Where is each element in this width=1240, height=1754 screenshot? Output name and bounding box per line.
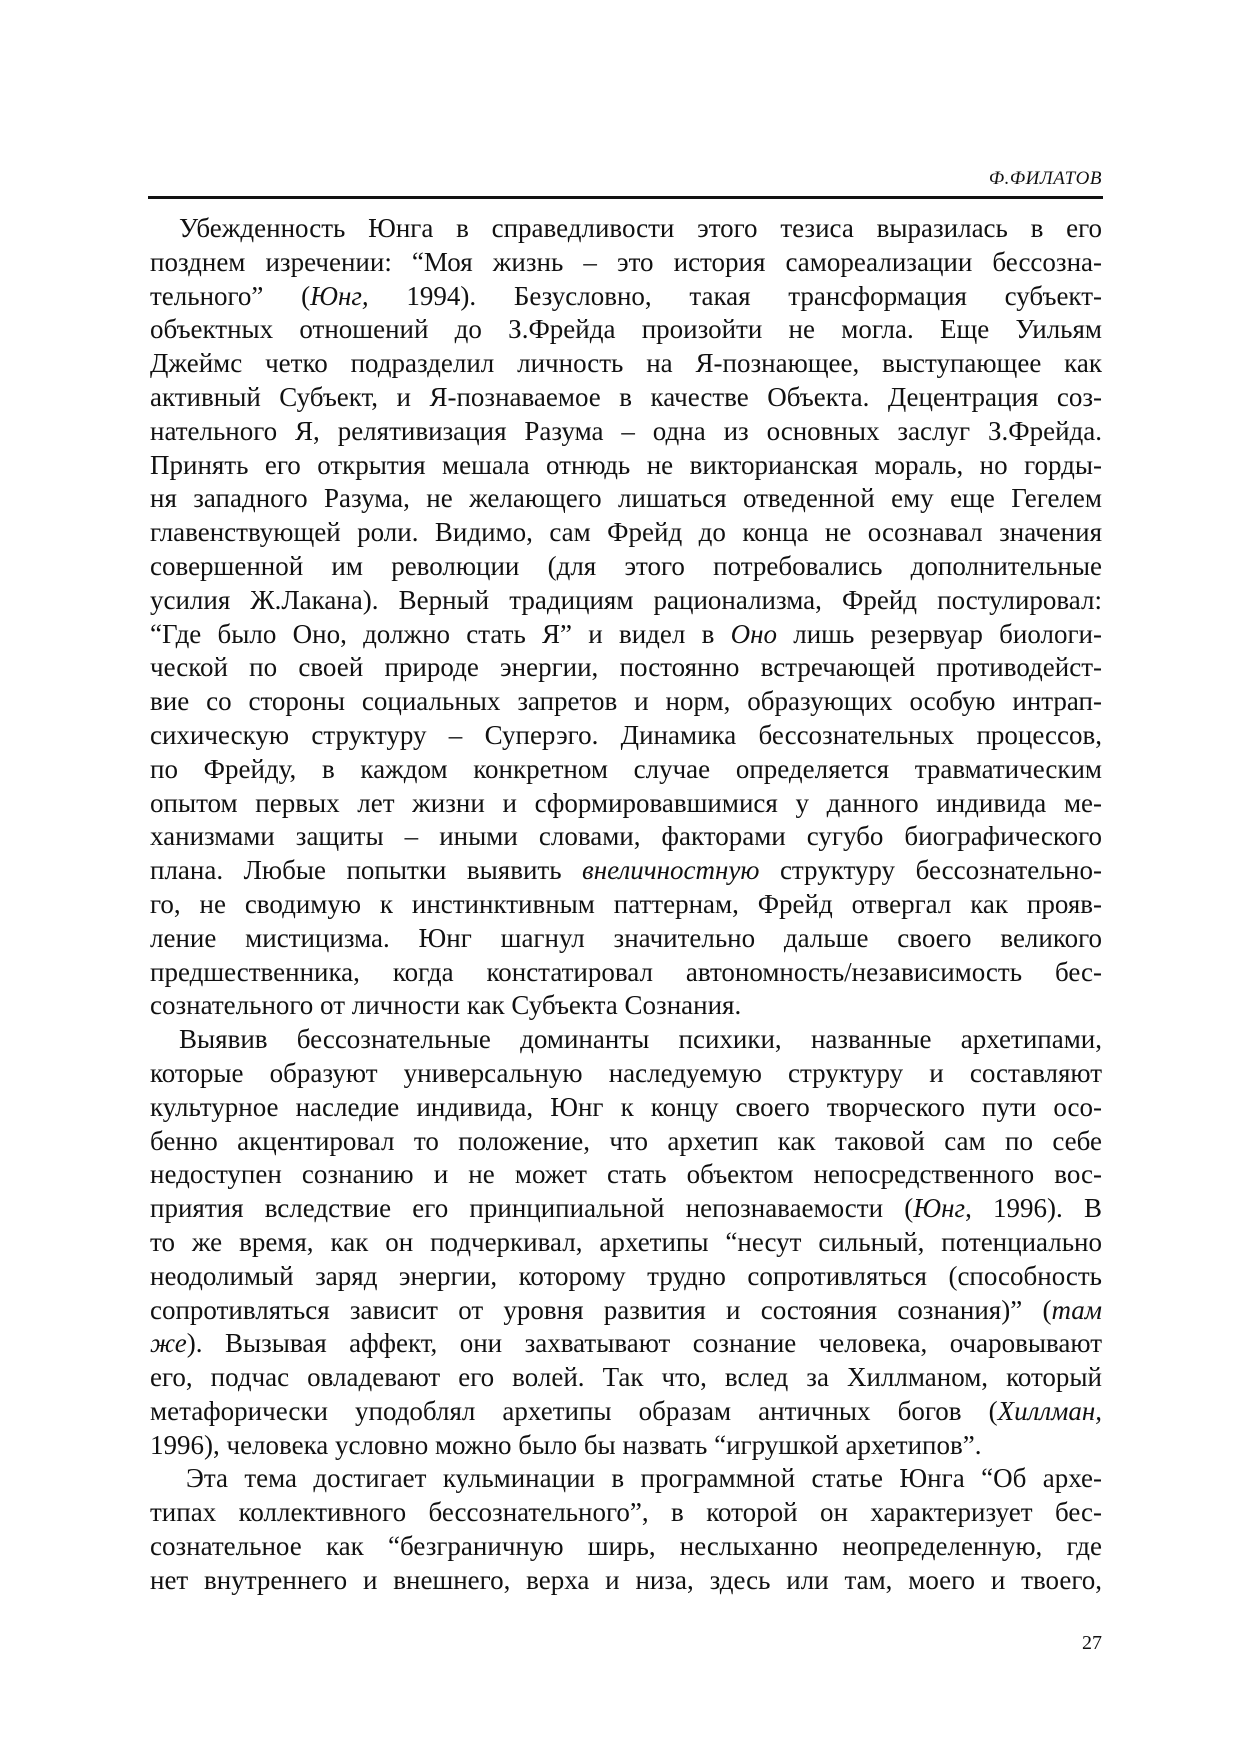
text-segment: нательного Я, релятивизация Разума – одна из основных заслуг З.Фрейда. — [150, 415, 1102, 446]
text-line — [150, 482, 1102, 516]
text-segment: приятия вследствие его принципиальной непознаваемости ( — [150, 1193, 914, 1224]
text-segment: ханизмами защиты – иными словами, факторами сугубо биографического — [150, 821, 1102, 852]
text-line — [150, 1057, 1102, 1091]
text-segment: объектных отношений до З.Фрейда произойти не могла. Еще Уильям — [150, 314, 1102, 345]
text-segment: нет внутреннего и внешнего, верха и низа, здесь или там, моего и твоего, — [150, 1564, 1102, 1595]
text-segment: неодолимый заряд энергии, которому трудно сопротивляться (способность — [150, 1260, 1102, 1291]
text-line — [150, 1564, 1102, 1598]
text-line — [150, 618, 1102, 652]
header-rule — [148, 196, 1103, 199]
text-line — [150, 1023, 1102, 1057]
text-line — [150, 212, 1102, 246]
text-segment: 1994). Безусловно, такая трансформация субъект- — [368, 280, 1102, 311]
text-line — [150, 381, 1102, 415]
text-segment: которые образуют универсальную наследуемую структуру и составляют — [150, 1057, 1102, 1088]
text-segment: вие со стороны социальных запретов и норм, образующих особую интрап- — [150, 686, 1102, 717]
text-line — [150, 1530, 1102, 1564]
text-line — [150, 685, 1102, 719]
text-line — [150, 1395, 1102, 1429]
text-segment: совершенной им революции (для этого потребовались дополнительные — [150, 550, 1102, 581]
text-segment: ня западного Разума, не желающего лишаться отведенной ему еще Гегелем — [150, 483, 1102, 514]
text-line — [150, 719, 1102, 753]
text-segment: недоступен сознанию и не может стать объектом непосредственного вос- — [150, 1159, 1102, 1190]
text-line — [150, 651, 1102, 685]
text-line — [150, 280, 1102, 314]
text-line — [150, 550, 1102, 584]
text-line — [150, 1125, 1102, 1159]
text-segment: активный Субъект, и Я-познаваемое в качестве Объекта. Децентрация соз- — [150, 381, 1102, 412]
text-segment: метафорически уподоблял архетипы образам античных богов ( — [150, 1395, 998, 1426]
text-segment: Убежденность Юнга в справедливости этого тезиса выразилась в его — [179, 213, 1102, 243]
text-segment: Принять его открытия мешала отнюдь не викторианская мораль, но горды- — [150, 449, 1102, 480]
italic-text: же — [150, 1328, 187, 1359]
text-line — [150, 584, 1102, 618]
text-segment: го, не сводимую к инстинктивным паттернам, Фрейд отвергал как прояв- — [150, 888, 1102, 919]
text-line — [150, 449, 1102, 483]
text-segment: опытом первых лет жизни и сформировавшимися у данного индивида ме- — [150, 787, 1102, 818]
text-line — [150, 1462, 1102, 1496]
text-segment: предшественника, когда констатировал автономность/независимость бес- — [150, 956, 1102, 987]
text-segment: сознательного от личности как Субъекта Сознания. — [150, 990, 742, 1021]
text-line — [150, 1294, 1102, 1328]
italic-text: там — [1051, 1294, 1102, 1325]
text-line — [150, 516, 1102, 550]
text-segment: сопротивляться зависит от уровня развития и состояния сознания)” ( — [150, 1294, 1052, 1325]
text-segment: по Фрейду, в каждом конкретном случае определяется травматическим — [150, 753, 1102, 784]
italic-text: внеличностную — [582, 855, 760, 886]
text-line — [150, 1091, 1102, 1125]
body-text — [150, 212, 1102, 1598]
text-line — [150, 1361, 1102, 1395]
text-line — [150, 1496, 1102, 1530]
italic-text: Юнг, — [310, 280, 369, 311]
text-line — [150, 787, 1102, 821]
text-line — [150, 820, 1102, 854]
text-line — [150, 956, 1102, 990]
text-line — [150, 854, 1102, 888]
text-segment: главенствующей роли. Видимо, сам Фрейд до конца не осознавал значения — [150, 517, 1102, 548]
text-segment: позднем изречении: “Моя жизнь – это история самореализации бессозна- — [150, 246, 1102, 277]
text-line — [150, 1327, 1102, 1361]
text-segment: Выявив бессознательные доминанты психики, названные архетипами, — [179, 1024, 1102, 1055]
text-line — [150, 415, 1102, 449]
italic-text: Хиллман, — [997, 1395, 1102, 1426]
text-segment: 1996), человека условно можно было бы назвать “игрушкой архетипов”. — [150, 1429, 982, 1460]
text-line — [150, 753, 1102, 787]
text-line — [150, 1260, 1102, 1294]
text-segment: ). Вызывая аффект, они захватывают сознание человека, очаровывают — [186, 1328, 1102, 1359]
text-segment: лишь резервуар биологи- — [777, 618, 1102, 649]
text-segment: бенно акцентировал то положение, что архетип как таковой сам по себе — [150, 1125, 1102, 1156]
running-head: Ф.ФИЛАТОВ — [988, 168, 1102, 189]
text-line — [150, 1429, 1102, 1463]
text-segment: ление мистицизма. Юнг шагнул значительно дальше своего великого — [150, 922, 1102, 953]
text-segment: , 1996). В — [965, 1193, 1103, 1224]
text-segment: тельного” ( — [150, 280, 311, 311]
page-number: 27 — [1082, 1632, 1102, 1654]
text-segment: Эта тема достигает кульминации в программной статье Юнга “Об архе- — [186, 1463, 1102, 1494]
text-segment: плана. Любые попытки выявить — [150, 855, 583, 886]
text-segment: то же время, как он подчеркивал, архетипы “несут сильный, потенциально — [150, 1226, 1102, 1257]
text-segment: его, подчас овладевают его волей. Так что, вслед за Хиллманом, который — [150, 1362, 1102, 1393]
text-line — [150, 1192, 1102, 1226]
text-segment: Джеймс четко подразделил личность на Я-познающее, выступающее как — [150, 348, 1102, 379]
italic-text: Оно — [730, 618, 777, 649]
text-line — [150, 922, 1102, 956]
text-segment: ческой по своей природе энергии, постоянно встречающей противодейст- — [150, 652, 1102, 683]
text-segment: сихическую структуру – Суперэго. Динамика бессознательных процессов, — [150, 719, 1102, 750]
text-line — [150, 347, 1102, 381]
text-line — [150, 989, 1102, 1023]
italic-text: Юнг — [913, 1193, 966, 1224]
text-segment: сознательное как “безграничную ширь, неслыханно неопределенную, где — [150, 1531, 1102, 1562]
text-segment: культурное наследие индивида, Юнг к концу своего творческого пути осо- — [150, 1091, 1102, 1122]
text-line — [150, 246, 1102, 280]
text-segment: типах коллективного бессознательного”, в которой он характеризует бес- — [150, 1497, 1102, 1528]
text-line — [150, 888, 1102, 922]
text-line — [150, 1226, 1102, 1260]
text-line — [150, 1158, 1102, 1192]
text-line — [150, 313, 1102, 347]
text-segment: усилия Ж.Лакана). Верный традициям рационализма, Фрейд постулировал: — [150, 584, 1102, 615]
text-segment: “Где было Оно, должно стать Я” и видел в — [150, 618, 731, 649]
text-segment: структуру бессознательно- — [759, 855, 1102, 886]
